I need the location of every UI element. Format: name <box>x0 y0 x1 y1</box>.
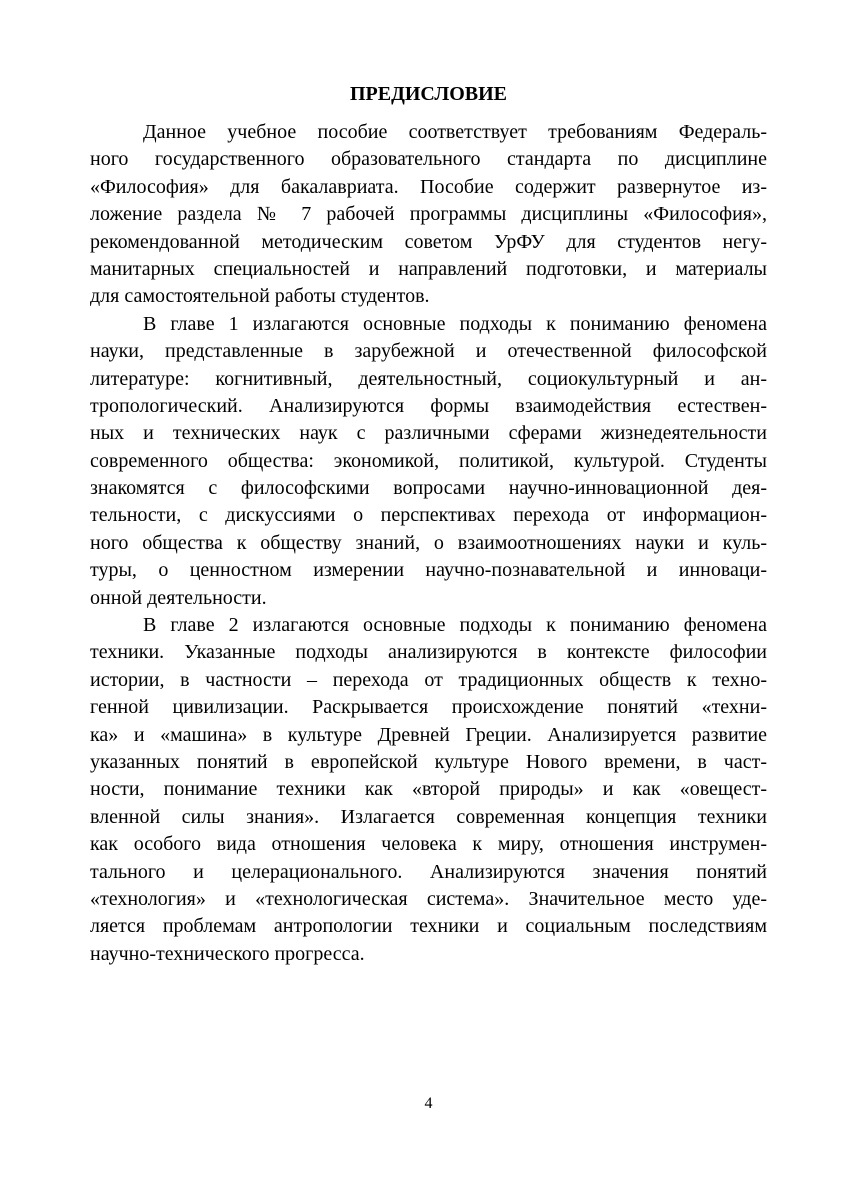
text-line: Данное учебное пособие соответствует требованиям Федераль- <box>143 121 767 143</box>
text-line: ка» и «машина» в культуре Древней Греции. Анализируется развитие <box>90 723 767 746</box>
text-line: тельности, с дискуссиями о перспективах перехода от информацион- <box>90 504 767 527</box>
document-body <box>90 119 767 968</box>
text-line: ного государственного образовательного стандарта по дисциплине <box>90 148 767 171</box>
text-line: туры, о ценностном измерении научно-познавательной и инноваци- <box>90 559 767 582</box>
text-line: рекомендованной методическим советом УрФУ для студентов негу- <box>90 230 767 253</box>
text-line: ности, понимание техники как «второй природы» и как «овещест- <box>90 778 767 801</box>
text-line: «Философия» для бакалавриата. Пособие содержит развернутое из- <box>90 175 767 198</box>
text-line: «технология» и «технологическая система». Значительное место уде- <box>90 887 767 910</box>
paragraph <box>90 612 767 968</box>
text-line: техники. Указанные подходы анализируются в контексте философии <box>90 641 767 664</box>
text-line: генной цивилизации. Раскрывается происхождение понятий «техни- <box>90 696 767 719</box>
text-line: манитарных специальностей и направлений подготовки, и материалы <box>90 257 767 280</box>
paragraph <box>90 119 767 311</box>
text-line: тропологический. Анализируются формы взаимодействия естествен- <box>90 394 767 417</box>
text-line: ложение раздела № 7 рабочей программы дисциплины «Философия», <box>90 203 767 226</box>
text-line: для самостоятельной работы студентов. <box>90 285 430 308</box>
text-line: знакомятся с философскими вопросами научно-инновационной дея- <box>90 477 767 500</box>
paragraph <box>90 311 767 612</box>
page-number: 4 <box>424 1095 433 1112</box>
text-line: современного общества: экономикой, политикой, культурой. Студенты <box>90 449 767 472</box>
text-line: научно-технического прогресса. <box>90 942 365 965</box>
text-line: как особого вида отношения человека к миру, отношения инструмен- <box>90 833 767 856</box>
text-line: науки, представленные в зарубежной и отечественной философской <box>90 340 767 363</box>
text-line: ного общества к обществу знаний, о взаимоотношениях науки и куль- <box>90 531 767 554</box>
page-title: ПРЕДИСЛОВИЕ <box>349 83 508 105</box>
text-line: вленной силы знания». Излагается современная концепция техники <box>90 805 767 828</box>
text-line: ляется проблемам антропологии техники и социальным последствиям <box>90 915 767 938</box>
text-line: В главе 2 излагаются основные подходы к пониманию феномена <box>143 614 767 637</box>
text-line: В главе 1 излагаются основные подходы к пониманию феномена <box>143 312 767 335</box>
text-line: тального и целерационального. Анализируются значения понятий <box>90 860 767 883</box>
text-line: истории, в частности – перехода от традиционных обществ к техно- <box>90 668 767 691</box>
text-line: ных и технических наук с различными сферами жизнедеятельности <box>90 422 767 445</box>
text-line: онной деятельности. <box>90 586 267 609</box>
text-line: указанных понятий в европейской культуре Нового времени, в част- <box>90 750 767 773</box>
text-line: литературе: когнитивный, деятельностный, социокультурный и ан- <box>90 367 767 390</box>
